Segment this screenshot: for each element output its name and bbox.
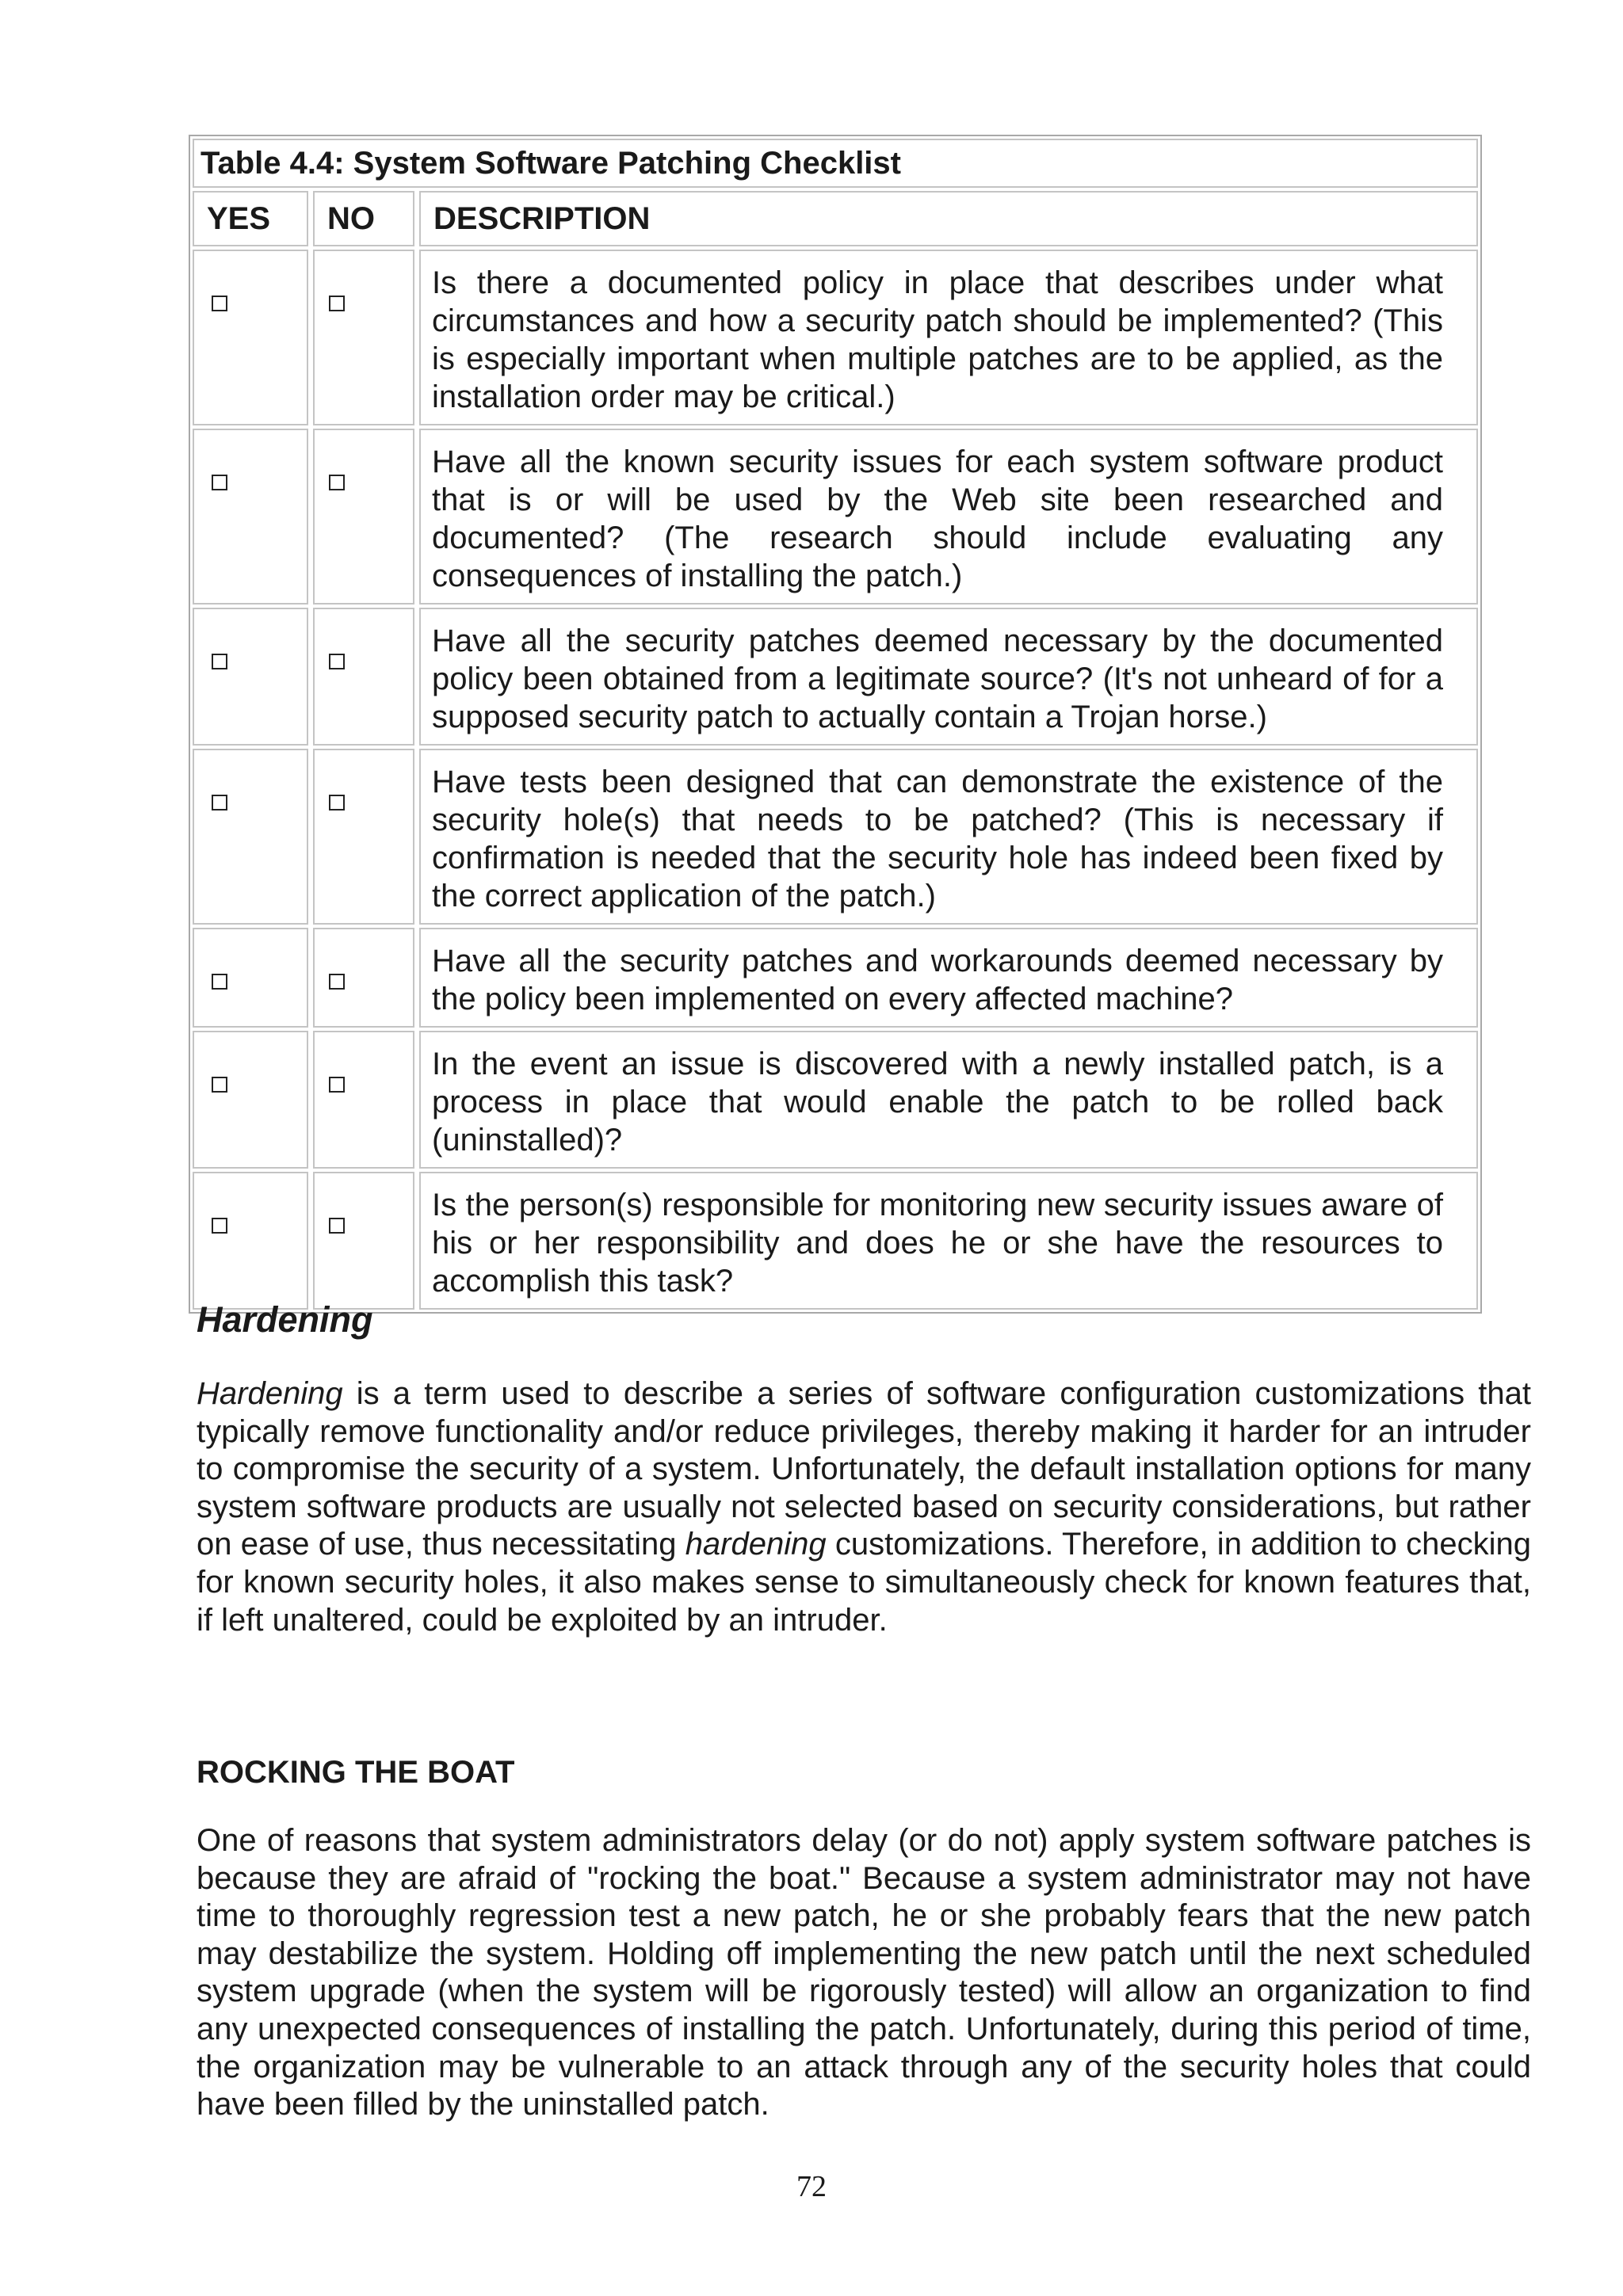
no-checkbox[interactable]: [329, 475, 345, 490]
yes-cell: [193, 250, 308, 425]
no-checkbox[interactable]: [329, 296, 345, 311]
yes-checkbox[interactable]: [212, 475, 227, 490]
yes-checkbox[interactable]: [212, 654, 227, 669]
table-row: [193, 429, 1478, 605]
description-cell: Have all the security patches and workarounds deemed necessary by the policy been implemented on every affected machine?: [419, 928, 1478, 1028]
hardening-paragraph: [197, 1375, 1531, 1639]
yes-cell: [193, 429, 308, 605]
yes-cell: [193, 608, 308, 746]
hardening-text-part1: is a term used to describe a series of software configuration customizations that typically remove functionality and/or reduce privileges, thereby making it harder for an intruder to compromise the security of a system. Unfortunately, the default installation options for many system software products are usually not selected based on security considerations, but rather on ease of use, thus necessitating: [197, 1376, 1531, 1562]
no-cell: [313, 1172, 414, 1310]
table-row: [193, 1172, 1478, 1310]
table-row: [193, 608, 1478, 746]
page-number: 72: [796, 2170, 827, 2203]
description-cell: Is the person(s) responsible for monitoring new security issues aware of his or her responsibility and does he or she have the resources to accomplish this task?: [419, 1172, 1478, 1310]
yes-checkbox[interactable]: [212, 974, 227, 990]
yes-checkbox[interactable]: [212, 296, 227, 311]
yes-cell: [193, 928, 308, 1028]
hardening-term: Hardening: [197, 1376, 343, 1411]
header-description: DESCRIPTION: [419, 191, 1478, 246]
yes-cell: [193, 749, 308, 925]
no-checkbox[interactable]: [329, 1077, 345, 1093]
description-cell: Have tests been designed that can demonstrate the existence of the security hole(s) that needs to be patched? (This is necessary if confirmation is needed that the security hole has indeed been fixed by the correct application of the patch.): [419, 749, 1478, 925]
hardening-heading: Hardening: [197, 1299, 373, 1340]
rocking-the-boat-heading: ROCKING THE BOAT: [197, 1755, 515, 1790]
no-checkbox[interactable]: [329, 795, 345, 810]
yes-cell: [193, 1031, 308, 1169]
table-row: [193, 250, 1478, 425]
no-cell: [313, 429, 414, 605]
yes-cell: [193, 1172, 308, 1310]
no-cell: [313, 250, 414, 425]
no-cell: [313, 928, 414, 1028]
table-row: [193, 1031, 1478, 1169]
no-checkbox[interactable]: [329, 974, 345, 990]
table-caption: Table 4.4: System Software Patching Checklist: [193, 139, 1478, 188]
header-yes: YES: [193, 191, 308, 246]
table-header-row: [193, 191, 1478, 246]
description-cell: Is there a documented policy in place that describes under what circumstances and how a security patch should be implemented? (This is especially important when multiple patches are to be applied, as the installation order may be critical.): [419, 250, 1478, 425]
hardening-term-inline: hardening: [685, 1527, 827, 1562]
yes-checkbox[interactable]: [212, 795, 227, 810]
patching-checklist-table: [189, 135, 1482, 1314]
no-cell: [313, 1031, 414, 1169]
yes-checkbox[interactable]: [212, 1077, 227, 1093]
hardening-text-part2: customizations. Therefore, in addition to checking for known security holes, it also makes sense to simultaneously check for known features that, if left unaltered, could be exploited by an intruder.: [197, 1527, 1531, 1638]
no-cell: [313, 608, 414, 746]
no-checkbox[interactable]: [329, 1218, 345, 1234]
header-no: NO: [313, 191, 414, 246]
table-row: [193, 928, 1478, 1028]
description-cell: In the event an issue is discovered with a newly installed patch, is a process in place that would enable the patch to be rolled back (uninstalled)?: [419, 1031, 1478, 1169]
no-cell: [313, 749, 414, 925]
yes-checkbox[interactable]: [212, 1218, 227, 1234]
description-cell: Have all the security patches deemed necessary by the documented policy been obtained from a legitimate source? (It's not unheard of for a supposed security patch to actually contain a Trojan horse.): [419, 608, 1478, 746]
description-cell: Have all the known security issues for each system software product that is or will be used by the Web site been researched and documented? (The research should include evaluating any consequences of installing the patch.): [419, 429, 1478, 605]
no-checkbox[interactable]: [329, 654, 345, 669]
table-row: [193, 749, 1478, 925]
rocking-the-boat-paragraph: One of reasons that system administrators delay (or do not) apply system software patches is because they are afraid of "rocking the boat." Because a system administrator may not have time to thoroughly regression test a new patch, he or she probably fears that the new patch may destabilize the system. Holding off implementing the new patch until the next scheduled system upgrade (when the system will be rigorously tested) will allow an organization to find any unexpected consequences of installing the patch. Unfortunately, during this period of time, the organization may be vulnerable to an attack through any of the security holes that could have been filled by the uninstalled patch.: [197, 1823, 1531, 2122]
